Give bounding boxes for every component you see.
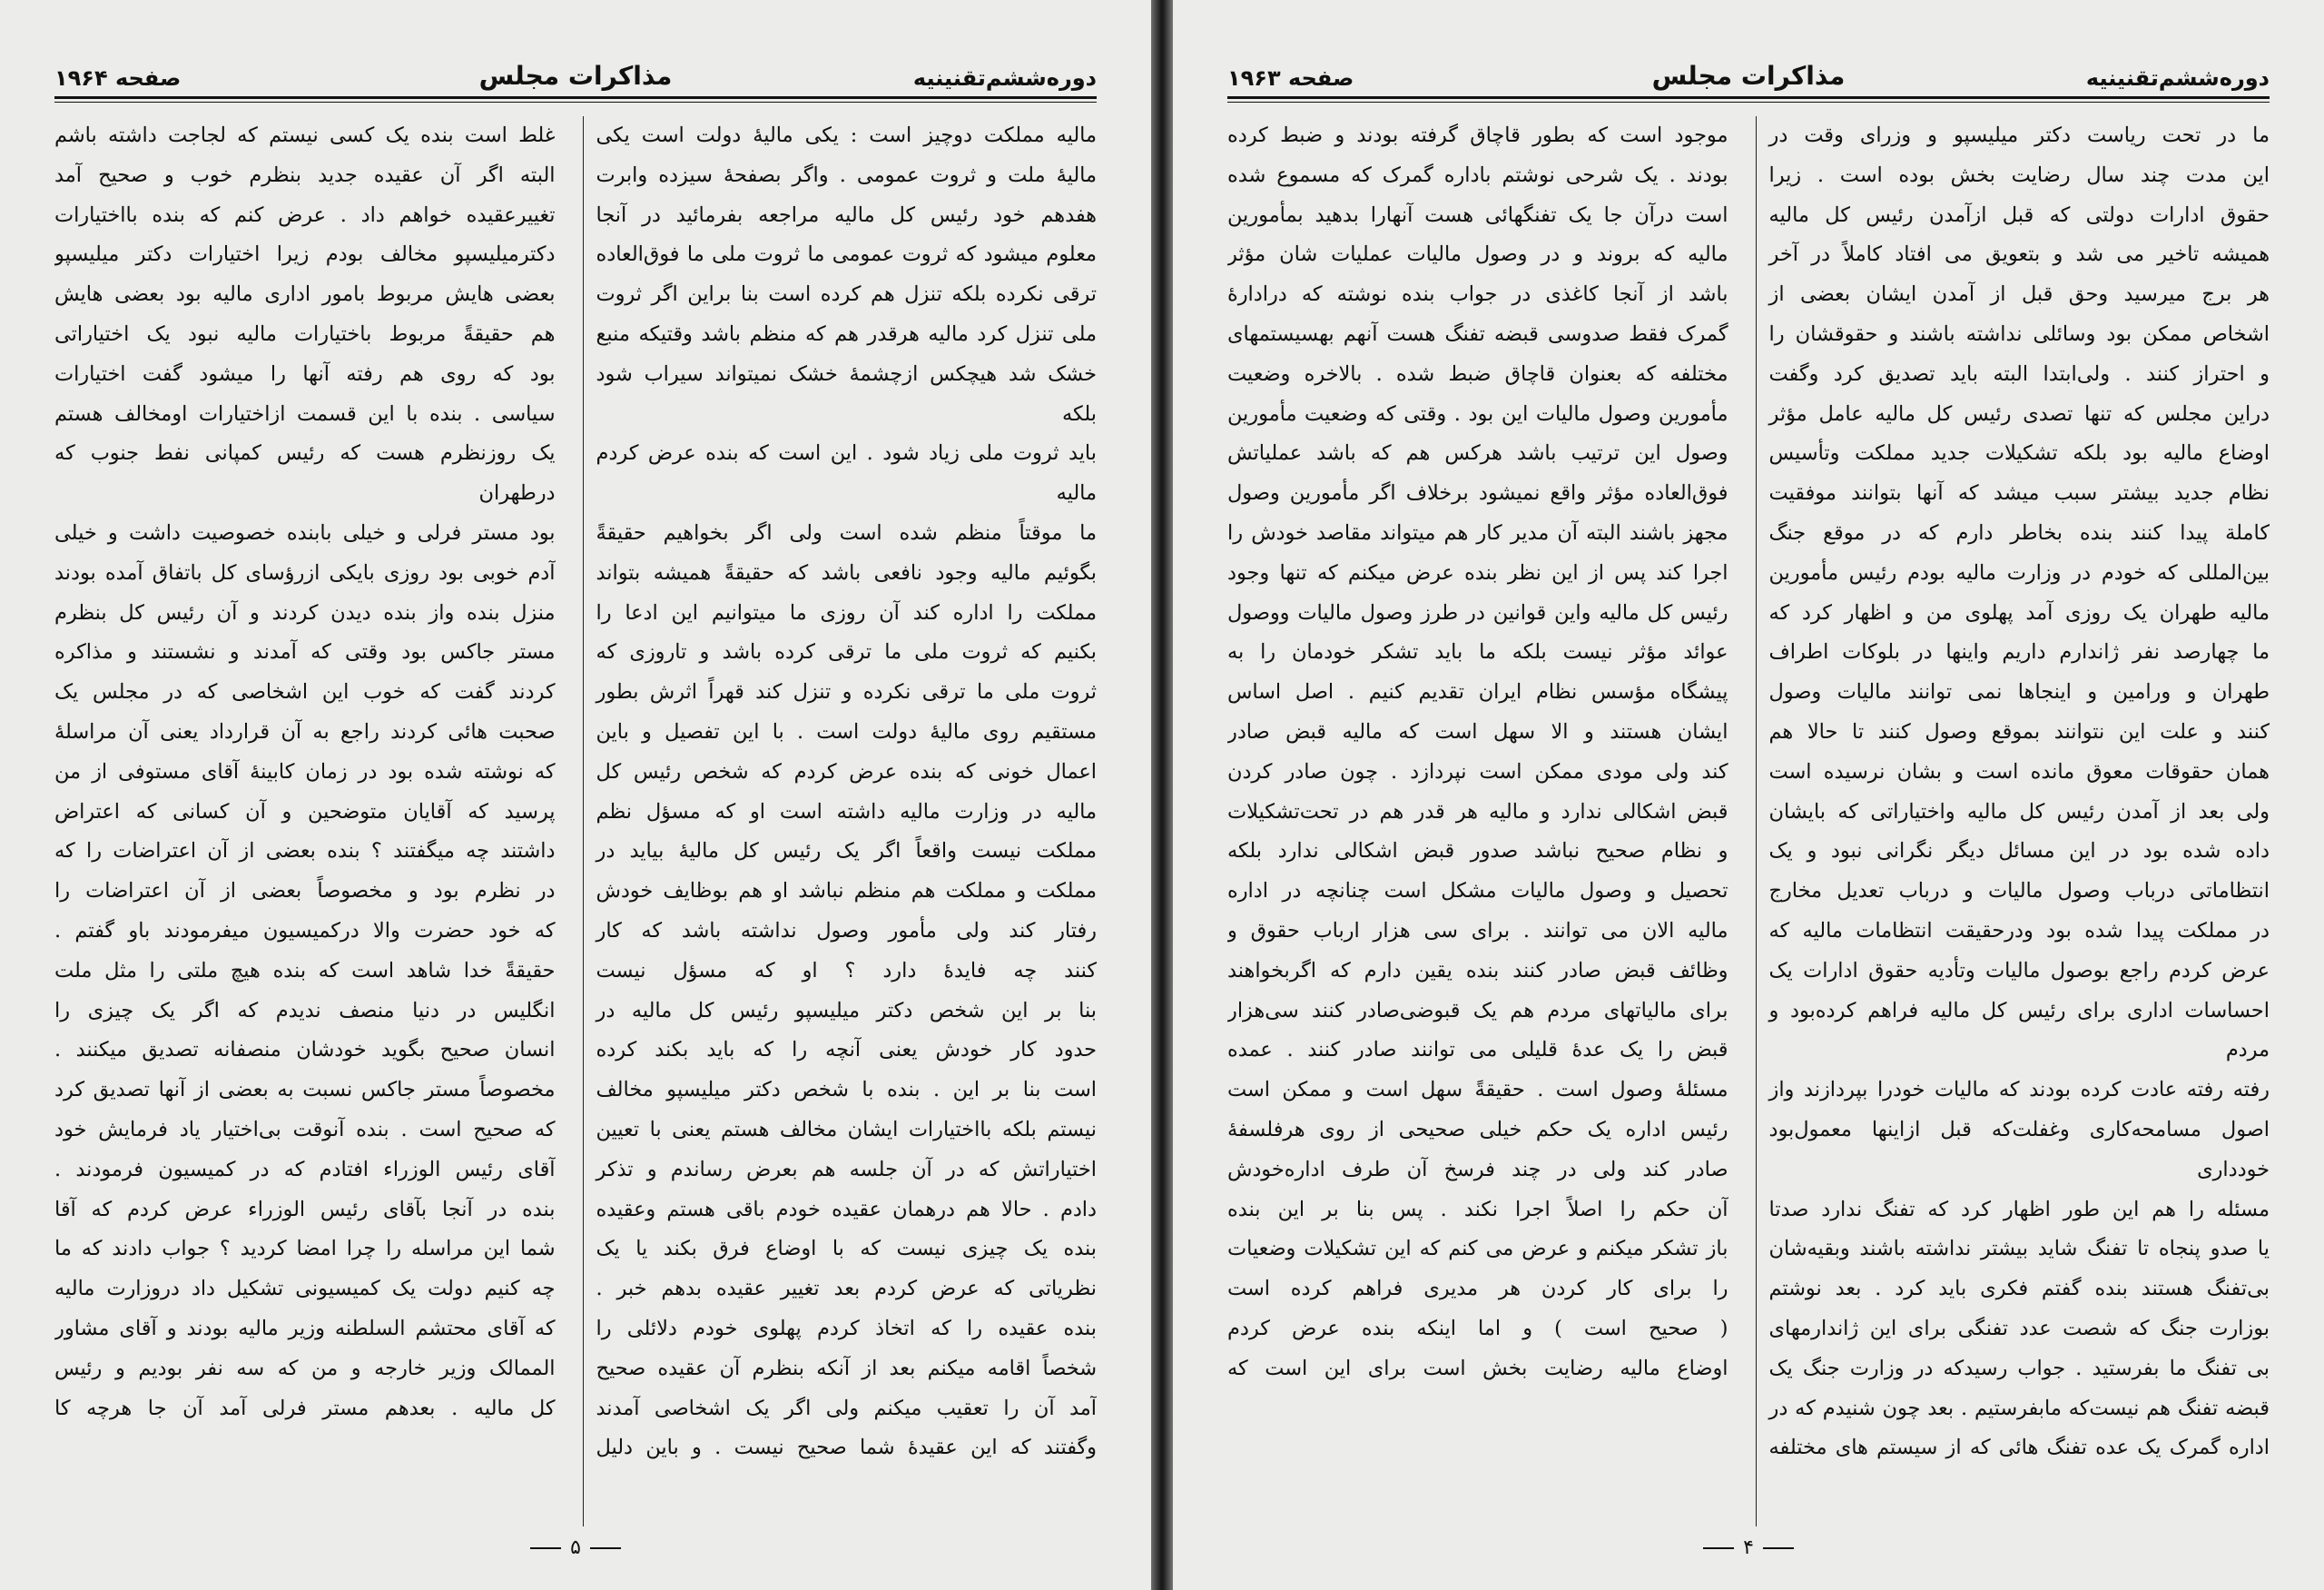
text-line: که خود حضرت والا درکمیسیون میفرمودند باو گفتم . bbox=[54, 918, 556, 943]
text-line: رفته رفته عادت کرده بودند که مالیات خودرا بپردازند واز bbox=[1768, 1078, 2270, 1102]
text-line: آمد آن را تعقیب میکنم ولی اگر یک اشخاصی آمدند bbox=[596, 1396, 1097, 1420]
text-line: قبضه تفنگ هم نیست‌که مابفرستیم . بعد چون شنیدم که در bbox=[1768, 1396, 2270, 1420]
left-page bbox=[0, 0, 1151, 1590]
text-line: البته اگر آن عقیده جدید بنظرم خوب و صحیح آمد bbox=[54, 163, 556, 187]
text-line: بنده عقیده را که اتخاذ کردم پهلوی خودم دلائلی را bbox=[596, 1316, 1097, 1340]
text-line: کنند چه فایدهٔ دارد ؟ او که مسؤل نیست bbox=[596, 958, 1097, 983]
text-line: پرسید که آقایان متوضحین و آن کسانی که اعتراض bbox=[54, 799, 556, 824]
text-line: است درآن جا یک تفنگهائی هست آنهارا بدهید بمأمورین bbox=[1227, 202, 1728, 227]
book-gutter bbox=[1151, 0, 1173, 1590]
text-line: مستر جاکس بود وقتی که آمدند و نشستند و مذاکره bbox=[54, 640, 556, 665]
text-line: آدم خوبی بود روزی بایکی ازرؤسای کل باتفاق آمده بودند bbox=[54, 560, 556, 585]
text-line: کردند گفت که خوب این اشخاصی که در مجلس یک bbox=[54, 680, 556, 705]
text-line: فوق‌العاده مؤثر واقع نمیشود برخلاف اگر مأمورین وصول bbox=[1227, 481, 1728, 506]
text-line: منزل بنده واز بنده دیدن کردند و آن رئیس کل بنظرم bbox=[54, 600, 556, 625]
text-line: صادر کند ولی در چند فرسخ آن طرف اداره‌خودش bbox=[1227, 1157, 1728, 1181]
text-line: معلوم میشود که ثروت عمومی ما ثروت ملی ما فوق‌العاده bbox=[596, 242, 1097, 267]
text-line: است بنا بر این . بنده با شخص دکتر میلیسپو مخالف bbox=[596, 1078, 1097, 1102]
text-line: شما این مراسله را چرا امضا کردید ؟ جواب دادند که ما bbox=[54, 1237, 556, 1261]
text-line: همان حقوقات معوق مانده است و بشان نرسیده است bbox=[1768, 759, 2270, 784]
text-line: مستقیم روی مالیهٔ دولت است . با این تفصیل و باین bbox=[596, 719, 1097, 744]
text-line: کل مالیه . بعدهم مستر فرلی آمد آن جا هرچه کا bbox=[54, 1396, 556, 1420]
text-line: مختلفه که بعنوان قاچاق ضبط شده . بالاخره وضعیت bbox=[1227, 361, 1728, 386]
text-line: که نوشته شده بود در زمان کابینهٔ آقای مستوفی از من bbox=[54, 759, 556, 784]
text-line: وصول این ترتیب باشد هرکس هم که باشد عملیاتش bbox=[1227, 441, 1728, 466]
text-line: بوزارت جنگ که شصت عدد تفنگی برای این ژاندارمهای bbox=[1768, 1316, 2270, 1340]
text-line: مالیه که بروند و در وصول مالیات عملیات شان مؤثر bbox=[1227, 242, 1728, 267]
text-line: را برای کار کردن هر مدیری فراهم کرده است bbox=[1227, 1277, 1728, 1301]
page-footer bbox=[1173, 1536, 2324, 1559]
text-line: باشد از آنجا کاغذی در جواب بنده نوشته که درادارهٔ bbox=[1227, 282, 1728, 307]
text-line: ما در تحت ریاست دکتر میلیسپو و وزرای وقت در bbox=[1768, 123, 2270, 147]
text-line: بنده در آنجا بآقای رئیس الوزراء عرض کردم که آقا bbox=[54, 1197, 556, 1221]
text-line: این مدت چند سال رضایت بخش بوده است . زیرا bbox=[1768, 163, 2270, 187]
text-line: ایشان هستند و الا سهل است که مالیه قبض صادر bbox=[1227, 719, 1728, 744]
text-line: عوائد مؤثر نیست بلکه ما باید تشکر خودمان را به bbox=[1227, 640, 1728, 665]
text-columns bbox=[1227, 116, 2270, 1526]
text-line: مأمورین وصول مالیات این بود . وقتی که وضعیت مأمورین bbox=[1227, 401, 1728, 426]
right-page bbox=[1173, 0, 2324, 1590]
text-line: اداره گمرک یک عده تفنگ هائی که از سیستم های مختلفه bbox=[1768, 1436, 2270, 1460]
text-line: اعمال خونی که بنده عرض کردم که شخص رئیس کل bbox=[596, 759, 1097, 784]
page-number-label: صفحه ۱۹۶۳ bbox=[1227, 65, 1354, 91]
text-line: مخصوصاً مستر جاکس نسبت به بعضی از آنها تصدیق کرد bbox=[54, 1078, 556, 1102]
text-line: ترقی نکرده بلکه تنزل هم کرده است بنا براین اگر ثروت bbox=[596, 282, 1097, 307]
text-line: دراین مجلس که تنها تصدی رئیس کل مالیه عامل مؤثر bbox=[1768, 401, 2270, 426]
text-line: در نظرم بود و مخصوصاً بعضی از آن اعتراضات را bbox=[54, 879, 556, 904]
text-line: همیشه تاخیر می شد و بتعویق می افتاد کاملاً در آخر bbox=[1768, 242, 2270, 267]
text-line: ( صحیح است ) و اما اینکه بنده عرض کردم bbox=[1227, 1316, 1728, 1340]
text-line: بکنیم که ثروت ملی ما ترقی کرده باشد و تاروزی که bbox=[596, 640, 1097, 665]
text-line: غلط است بنده یک کسی نیستم که لجاجت داشته باشم bbox=[54, 123, 556, 147]
page-footer bbox=[0, 1536, 1151, 1559]
session-title: دوره‌ششم‌تقنینیه bbox=[912, 65, 1097, 91]
text-line: دادم . حالا هم درهمان عقیده خودم باقی هستم وعقیده bbox=[596, 1197, 1097, 1221]
footer-number: ۴ bbox=[1743, 1536, 1754, 1559]
text-line: مالیه در وزارت مالیه داشته است او که مسؤل نظم bbox=[596, 799, 1097, 824]
text-line: بین‌المللی که خودم در وزارت مالیه بودم رئیس مأمورین bbox=[1768, 560, 2270, 585]
text-line: برای مالیاتهای مردم هم یک قبوضی‌صادر کنند سی‌هزار bbox=[1227, 998, 1728, 1022]
text-line: بی تفنگ ما بفرستید . جواب رسیدکه در وزارت جنگ یک bbox=[1768, 1356, 2270, 1380]
text-line: موجود است که بطور قاچاق گرفته بودند و ضبط کرده bbox=[1227, 123, 1728, 147]
text-line: قبض اشکالی ندارد و مالیه هر قدر هم در تحت‌تشکیلات bbox=[1227, 799, 1728, 824]
text-line: مملکت را اداره کند آن روزی ما میتوانیم این ادعا را bbox=[596, 600, 1097, 625]
text-line: آقای رئیس الوزراء افتادم که در کمیسیون فرمودند . bbox=[54, 1157, 556, 1181]
text-line: اوضاع مالیه رضایت بخش است برای این است که bbox=[1227, 1356, 1728, 1380]
text-line: هم حقیقةً مربوط باختیارات مالیه نبود یک اختیاراتی bbox=[54, 321, 556, 346]
text-line: ولی بعد از آمدن رئیس کل مالیه واختیاراتی که بایشان bbox=[1768, 799, 2270, 824]
page-number-label: صفحه ۱۹۶۴ bbox=[54, 65, 182, 91]
session-title: دوره‌ششم‌تقنینیه bbox=[2085, 65, 2270, 91]
text-line: حقیقةً خدا شاهد است که بنده هیچ ملتی را مثل ملت bbox=[54, 958, 556, 983]
running-title: مذاکرات مجلس bbox=[1651, 61, 1846, 91]
text-line: وگفتند که این عقیدهٔ شما صحیح نیست . و باین دلیل bbox=[596, 1436, 1097, 1460]
header-rule-thin bbox=[1227, 102, 2270, 103]
text-line: طهران و ورامین و اینجاها نمی توانند مالیات وصول bbox=[1768, 680, 2270, 705]
text-line: نظریاتی که عرض کردم بعد تغییر عقیده بدهم خبر . bbox=[596, 1277, 1097, 1301]
text-line: در مملکت پیدا شده بود ودرحقیقت انتظامات مالیه که bbox=[1768, 918, 2270, 943]
text-column-right bbox=[583, 116, 1098, 1526]
text-line: اختیاراتش که در آن جلسه هم بعرض رساندم و تذکر bbox=[596, 1157, 1097, 1181]
text-line: بی‌تفنگ هستند بنده گفتم فکری باید کرد . بعد نوشتم bbox=[1768, 1277, 2270, 1301]
text-line: باید ثروت ملی زیاد شود . این است که بنده عرض کردم مالیه bbox=[596, 441, 1097, 506]
text-line: هفدهم خود رئیس کل مالیه مراجعه بفرمائید در آنجا bbox=[596, 202, 1097, 227]
text-line: نیستم بلکه بااختیارات ایشان مخالف هستم یعنی با تعیین bbox=[596, 1117, 1097, 1141]
text-columns bbox=[54, 116, 1097, 1526]
text-line: تحصیل و وصول مالیات مشکل است چنانچه در اداره bbox=[1227, 879, 1728, 904]
header-rule bbox=[1227, 96, 2270, 99]
page-header bbox=[1227, 51, 2270, 91]
text-line: مملکت نیست واقعاً اگر یک رئیس کل مالیهٔ بیاید در bbox=[596, 839, 1097, 864]
text-column-left bbox=[1227, 116, 1728, 1526]
text-line: ثروت ملی ما ترقی نکرده و تنزل کند قهراً اثرش بطور bbox=[596, 680, 1097, 705]
text-line: و نظام صحیح نباشد صدور قبض اشکالی ندارد بلکه bbox=[1227, 839, 1728, 864]
text-line: بنا بر این شخص دکتر میلیسپو رئیس کل مالیه در bbox=[596, 998, 1097, 1022]
text-line: داده شده بود در این مسائل دیگر نگرانی نبود و یک bbox=[1768, 839, 2270, 864]
text-line: دکترمیلیسپو مخالف بودم زیرا اختیارات دکتر میلیسپو bbox=[54, 242, 556, 267]
text-line: مالیهٔ ملت و ثروت عمومی . واگر بصفحهٔ سیزده وابرت bbox=[596, 163, 1097, 187]
text-line: کند ولی مودی ممکن است نپردازد . چون صادر کردن bbox=[1227, 759, 1728, 784]
text-line: مالیه طهران یک روزی آمد پهلوی من و اظهار کرد که bbox=[1768, 600, 2270, 625]
running-title: مذاکرات مجلس bbox=[478, 61, 673, 91]
text-line: سیاسی . بنده با این قسمت ازاختیارات اومخالف هستم bbox=[54, 401, 556, 426]
text-line: بگوئیم مالیه وجود نافعی باشد که حقیقةً همیشه بتواند bbox=[596, 560, 1097, 585]
text-line: ملی تنزل کرد مالیه هرقدر هم که منظم باشد وقتیکه منبع bbox=[596, 321, 1097, 346]
text-line: مسئله را هم این طور اظهار کرد که تفنگ ندارد صدتا bbox=[1768, 1197, 2270, 1221]
text-line: رئیس اداره یک حکم خیلی صحیحی از روی هرفلسفهٔ bbox=[1227, 1117, 1728, 1141]
text-line: آن حکم را اصلاً اجرا نکند . پس بنا بر این بنده bbox=[1227, 1197, 1728, 1221]
page-header bbox=[54, 51, 1097, 91]
text-line: و احتراز کنند . ولی‌ابتدا البته باید تصدیق کرد وگفت bbox=[1768, 361, 2270, 386]
text-line: رفتار کند ولی مأمور وصول نداشته باشد که کار bbox=[596, 918, 1097, 943]
text-line: احساسات اداری برای رئیس کل مالیه فراهم کرده‌بود و مردم bbox=[1768, 998, 2270, 1062]
text-line: هر برج میرسید وحق قبل از آمدن ایشان بعضی از bbox=[1768, 282, 2270, 307]
text-line: مجهز باشند البته آن مدیر کار هم میتواند مقاصد خودش را bbox=[1227, 520, 1728, 545]
text-line: انگلیس در دنیا منصف ندیدم که اگر یک چیزی را bbox=[54, 998, 556, 1022]
text-line: وظائف قبض صادر کنند بنده یقین دارم که اگربخواهند bbox=[1227, 958, 1728, 983]
text-line: بودند . یک شرحی نوشتم باداره گمرک که مسموع شده bbox=[1227, 163, 1728, 187]
text-column-right bbox=[1756, 116, 2270, 1526]
text-line: اوضاع مالیه بود بلکه تشکیلات جدید مملکت وتأسیس bbox=[1768, 441, 2270, 466]
text-line: مملکت و مملکت هم منظم نباشد او هم بوظایف خودش bbox=[596, 879, 1097, 904]
header-rule bbox=[54, 96, 1097, 99]
text-line: اشخاص ممکن بود وسائلی نداشته باشند و حقوقشان را bbox=[1768, 321, 2270, 346]
text-line: پیشگاه مؤسس نظام ایران تقدیم کنیم . اصل اساس bbox=[1227, 680, 1728, 705]
text-line: یا صدو پنجاه تا تفنگ شاید بیشتر نداشته باشند وبقیه‌شان bbox=[1768, 1237, 2270, 1261]
text-line: مالیه الان می توانند . برای سی هزار ارباب حقوق و bbox=[1227, 918, 1728, 943]
text-line: انسان صحیح بگوید خودشان منصفانه تصدیق میکنند . bbox=[54, 1038, 556, 1062]
footer-number: ۵ bbox=[570, 1536, 581, 1559]
text-line: چه کنیم دولت یک کمیسیونی تشکیل داد دروزارت مالیه bbox=[54, 1277, 556, 1301]
text-line: ما موقتاً منظم شده است ولی اگر بخواهیم حقیقةً bbox=[596, 520, 1097, 545]
text-line: شخصاً اقامه میکنم بعد از آنکه بنظرم آن عقیده صحیح bbox=[596, 1356, 1097, 1380]
text-line: صحبت هائی کردند راجع به آن قرارداد یعنی آن مراسلهٔ bbox=[54, 719, 556, 744]
text-line: ما چهارصد نفر ژاندارم داریم واینها در بلوکات اطراف bbox=[1768, 640, 2270, 665]
text-line: داشتند چه میگفتند ؟ بنده بعضی از آن اعتراضات را که bbox=[54, 839, 556, 864]
text-line: تغییرعقیده خواهم داد . عرض کنم که بنده بااختیارات bbox=[54, 202, 556, 227]
text-line: حدود کار خودش یعنی آنچه را که باید بکند کرده bbox=[596, 1038, 1097, 1062]
header-rule-thin bbox=[54, 102, 1097, 103]
text-line: یک روزنظرم هست که رئیس کمپانی نفط جنوب که درطهران bbox=[54, 441, 556, 506]
text-line: مالیه مملکت دوچیز است : یکی مالیهٔ دولت است یکی bbox=[596, 123, 1097, 147]
text-line: عرض کردم راجع بوصول مالیات وتأدیه حقوق ادارات یک bbox=[1768, 958, 2270, 983]
text-column-left bbox=[54, 116, 556, 1526]
text-line: گمرک فقط صدوسی قبضه تفنگ هست آنهم بهسیستمهای bbox=[1227, 321, 1728, 346]
text-line: اجرا کند پس از این نظر بنده عرض میکنم که تنها وجود bbox=[1227, 560, 1728, 585]
text-line: انتظاماتی درباب وصول مالیات و درباب تعدیل مخارج bbox=[1768, 879, 2270, 904]
text-line: بعضی هایش مربوط بامور اداری مالیه بود بعضی هایش bbox=[54, 282, 556, 307]
text-line: که آقای محتشم السلطنه وزیر مالیه بودند و آقای مشاور bbox=[54, 1316, 556, 1340]
text-line: رئیس کل مالیه واین قوانین در طرز وصول مالیات ووصول bbox=[1227, 600, 1728, 625]
text-line: خشک شد هیچکس ازچشمهٔ خشک نمیتواند سیراب شود بلکه bbox=[596, 361, 1097, 426]
text-line: بود که روی هم رفته آنها را میشود گفت اختیارات bbox=[54, 361, 556, 386]
text-line: حقوق ادارات دولتی که قبل ازآمدن رئیس کل مالیه bbox=[1768, 202, 2270, 227]
text-line: بود مستر فرلی و خیلی بابنده خصوصیت داشت و خیلی bbox=[54, 520, 556, 545]
text-line: نظام جدید بیشتر سبب میشد که آنها بتوانند موفقیت bbox=[1768, 481, 2270, 506]
text-line: الممالک وزیر خارجه و من که سه نفر بودیم و رئیس bbox=[54, 1356, 556, 1380]
text-line: مسئلهٔ وصول است . حقیقةً سهل است و ممکن است bbox=[1227, 1078, 1728, 1102]
text-line: که صحیح است . بنده آنوقت بی‌اختیار یاد فرمایش خود bbox=[54, 1117, 556, 1141]
text-line: بنده یک چیزی نیست که با اوضاع فرق بکند یا یک bbox=[596, 1237, 1097, 1261]
text-line: کنند و علت این نتوانند بموقع وصول کنند تا حالا هم bbox=[1768, 719, 2270, 744]
text-line: قبض را یک عدهٔ قلیلی می توانند صادر کنند . عمده bbox=[1227, 1038, 1728, 1062]
text-line: اصول مسامحه‌کاری وغفلت‌که قبل ازاینها معمول‌بود خودداری bbox=[1768, 1117, 2270, 1181]
text-line: باز تشکر میکنم و عرض می کنم که این تشکیلات وضعیات bbox=[1227, 1237, 1728, 1261]
text-line: کاملة پیدا کنند بنده بخاطر دارم که در موقع جنگ bbox=[1768, 520, 2270, 545]
